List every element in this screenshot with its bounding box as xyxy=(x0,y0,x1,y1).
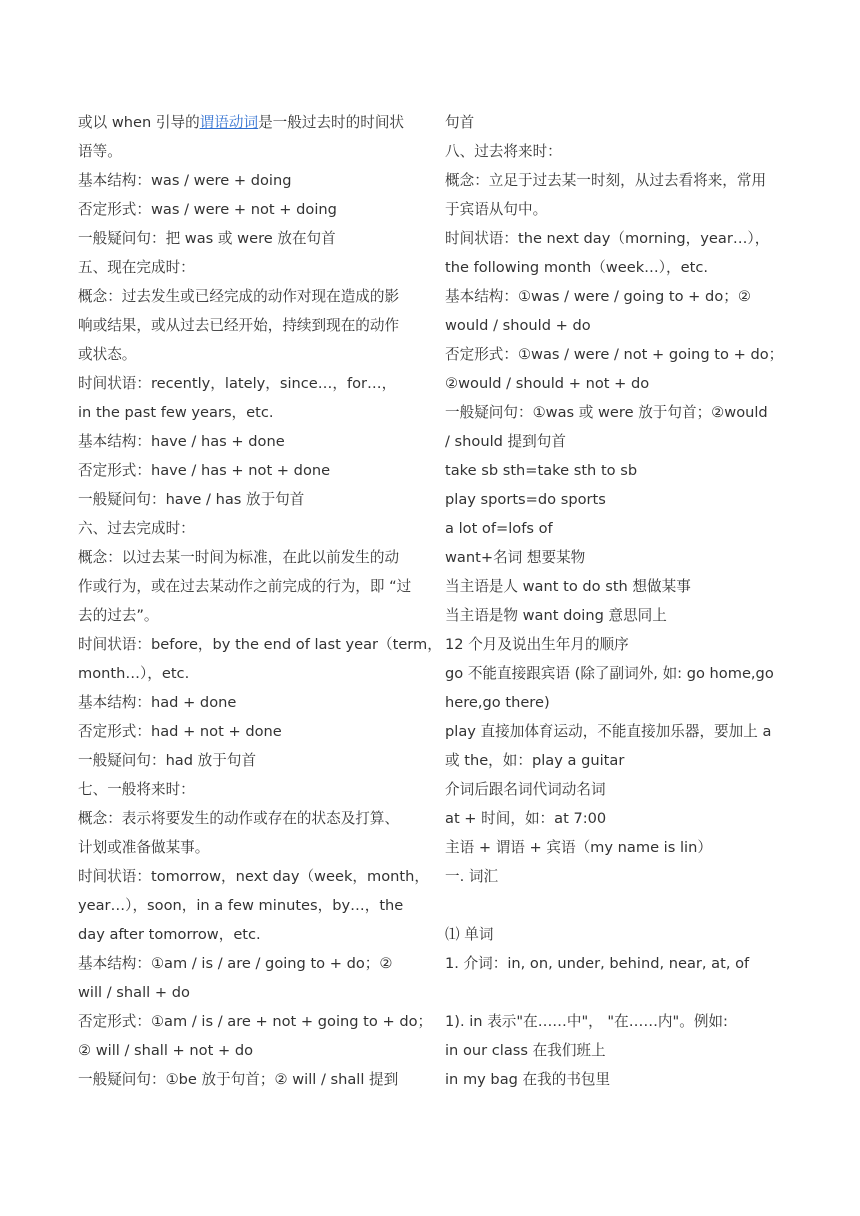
text-line: 时间状语：before，by the end of last year（term， xyxy=(78,636,442,653)
text-line: 五、现在完成时： xyxy=(78,259,195,276)
text-line: day after tomorrow，etc. xyxy=(78,926,261,943)
text-line: 概念：以过去某一时间为标准，在此以前发生的动 xyxy=(78,549,400,566)
text-line: 时间状语：the next day（morning，year…）， xyxy=(445,230,770,247)
text-line: 一般疑问句：①was 或 were 放于句首；②would xyxy=(445,404,768,421)
text-line: a lot of=lofs of xyxy=(445,520,553,537)
text-line: 否定形式：have / has + not + done xyxy=(78,462,331,479)
blank-line xyxy=(445,978,790,1007)
text-line: 时间状语：recently，lately，since…，for…， xyxy=(78,375,397,392)
text-line: ⑴ 单词 xyxy=(445,926,494,943)
text-line: will / shall + do xyxy=(78,984,190,1001)
text-line: 当主语是人 want to do sth 想做某事 xyxy=(445,578,691,595)
text-line: 一. 词汇 xyxy=(445,868,499,885)
text-line: 否定形式：had + not + done xyxy=(78,723,282,740)
right-column xyxy=(445,108,790,1094)
text-line: would / should + do xyxy=(445,317,591,334)
text-fragment: 是一般过去时的时间状 xyxy=(258,114,405,131)
link-predicate-verb[interactable]: 谓语动词 xyxy=(199,114,259,131)
text-line: 基本结构：have / has + done xyxy=(78,433,285,450)
text-line: go 不能直接跟宾语 (除了副词外, 如: go home,go xyxy=(445,665,774,682)
text-line: 作或行为，或在过去某动作之前完成的行为，即 “过 xyxy=(78,578,412,595)
text-line: 当主语是物 want doing 意思同上 xyxy=(445,607,667,624)
text-line: 于宾语从句中。 xyxy=(445,201,548,218)
text-line: 否定形式：①was / were / not + going to + do； xyxy=(445,346,784,363)
text-line: here,go there) xyxy=(445,694,550,711)
text-line xyxy=(78,108,423,137)
text-line: take sb sth=take sth to sb xyxy=(445,462,638,479)
text-line: / should 提到句首 xyxy=(445,433,566,450)
text-line: in our class 在我们班上 xyxy=(445,1042,606,1059)
text-line: 去的过去”。 xyxy=(78,607,159,624)
text-line: want+名词 想要某物 xyxy=(445,549,586,566)
text-line: 语等。 xyxy=(78,143,122,160)
text-line: year…），soon，in a few minutes，by…，the xyxy=(78,897,404,914)
text-line: 否定形式：①am / is / are + not + going to + do； xyxy=(78,1013,433,1030)
text-line: 概念：立足于过去某一时刻，从过去看将来，常用 xyxy=(445,172,767,189)
left-column xyxy=(78,108,442,1094)
text-line: 计划或准备做某事。 xyxy=(78,839,210,856)
text-line: 1). in 表示"在……中"， "在……内"。例如: xyxy=(445,1013,728,1030)
text-line: 一般疑问句：had 放于句首 xyxy=(78,752,257,769)
text-line: 七、一般将来时： xyxy=(78,781,195,798)
text-line: 1. 介词：in, on, under, behind, near, at, of xyxy=(445,955,750,972)
text-line: 基本结构：①was / were / going to + do；② xyxy=(445,288,751,305)
text-line: play sports=do sports xyxy=(445,491,606,508)
text-line: 六、过去完成时： xyxy=(78,520,195,537)
text-line: 一般疑问句：have / has 放于句首 xyxy=(78,491,305,508)
text-line: 12 个月及说出生年月的顺序 xyxy=(445,636,629,653)
text-line: month…），etc. xyxy=(78,665,190,682)
text-fragment: 或以 when 引导的 xyxy=(78,114,200,131)
text-line: 概念：表示将要发生的动作或存在的状态及打算、 xyxy=(78,810,400,827)
text-line: 句首 xyxy=(445,114,475,131)
text-line: play 直接加体育运动，不能直接加乐器，要加上 a xyxy=(445,723,772,740)
text-line: at + 时间，如：at 7:00 xyxy=(445,810,607,827)
text-line: 概念：过去发生或已经完成的动作对现在造成的影 xyxy=(78,288,400,305)
text-line: 或状态。 xyxy=(78,346,137,363)
text-line: in my bag 在我的书包里 xyxy=(445,1071,611,1088)
text-line: 八、过去将来时： xyxy=(445,143,562,160)
text-line: 一般疑问句：①be 放于句首；② will / shall 提到 xyxy=(78,1071,399,1088)
text-line: 基本结构：was / were + doing xyxy=(78,172,292,189)
text-line: 时间状语：tomorrow，next day（week，month， xyxy=(78,868,429,885)
text-line: 响或结果，或从过去已经开始，持续到现在的动作 xyxy=(78,317,400,334)
text-line: 否定形式：was / were + not + doing xyxy=(78,201,337,218)
text-line: 或 the，如：play a guitar xyxy=(445,752,625,769)
text-line: the following month（week…），etc. xyxy=(445,259,708,276)
text-line: 介词后跟名词代词动名词 xyxy=(445,781,606,798)
text-line: ②would / should + not + do xyxy=(445,375,650,392)
text-line: 一般疑问句：把 was 或 were 放在句首 xyxy=(78,230,336,247)
text-line: ② will / shall + not + do xyxy=(78,1042,254,1059)
text-line: in the past few years，etc. xyxy=(78,404,274,421)
text-line: 基本结构：①am / is / are / going to + do；② xyxy=(78,955,393,972)
text-line: 主语 + 谓语 + 宾语（my name is lin） xyxy=(445,839,712,856)
text-line: 基本结构：had + done xyxy=(78,694,237,711)
blank-line xyxy=(445,891,790,920)
